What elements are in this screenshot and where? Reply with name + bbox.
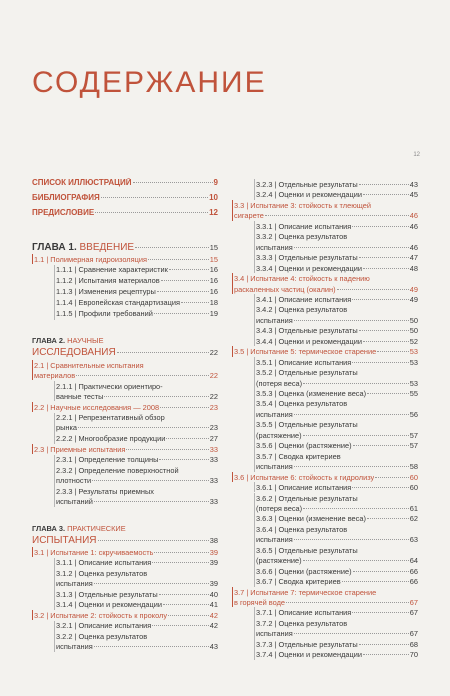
toc-entry[interactable]: 3.6.6 | Оценки (растяжение) 66 <box>256 566 418 576</box>
toc-entry[interactable]: 2.3.3 | Результаты приемных <box>56 487 154 496</box>
toc-entry[interactable]: 3.5.4 | Оценка результатов <box>256 399 348 409</box>
toc-entry[interactable]: 3.7.4 | Оценки и рекомендации 70 <box>256 650 418 660</box>
toc-entry[interactable]: 2.3 | Приемные испытания 33 <box>34 445 218 454</box>
toc-entry[interactable]: 3.6.2 | Отдельные результаты <box>256 493 358 503</box>
toc-entry-cont: испытания 43 <box>56 642 218 651</box>
toc-entry[interactable]: 3.6 | Испытание 6: стойкость к гидролизу 60 <box>234 472 418 482</box>
toc-entry-cont: материалов 22 <box>34 371 218 380</box>
toc-entry[interactable]: 3.1.1 | Описание испытания 39 <box>56 558 218 567</box>
toc-entry[interactable]: 3.7.1 | Описание испытания 67 <box>256 608 418 618</box>
chapter-heading[interactable]: ГЛАВА 1. ВВЕДЕНИЕ 15 <box>32 242 218 253</box>
toc-entry[interactable]: 1.1 | Полимерная гидроизоляция 15 <box>34 255 218 264</box>
toc-entry[interactable]: 3.3.4 | Оценки и рекомендации 48 <box>256 263 418 273</box>
toc-entry-cont: (растяжение) 64 <box>256 556 418 566</box>
toc-entry[interactable]: 3.6.3 | Оценки (изменение веса) 62 <box>256 514 418 524</box>
toc-entry[interactable]: 3.4.1 | Описание испытания 49 <box>256 294 418 304</box>
toc-entry[interactable]: 3.7.2 | Оценка результатов <box>256 618 348 628</box>
toc-entry[interactable]: 3.3.3 | Отдельные результаты 47 <box>256 253 418 263</box>
toc-entry[interactable]: 3.2.2 | Оценка результатов <box>56 632 148 641</box>
toc-entry[interactable]: 3.5.3 | Оценка (изменение веса) 55 <box>256 389 418 398</box>
toc-entry[interactable]: 1.1.2 | Испытания материалов 16 <box>56 276 218 285</box>
toc-entry[interactable]: 1.1.4 | Европейская стандартизация 18 <box>56 298 218 307</box>
toc-entry[interactable]: 3.5.5 | Отдельные результаты <box>256 420 358 430</box>
toc-entry[interactable]: 3.4 | Испытание 4: стойкость к падению <box>234 274 370 284</box>
toc-entry-cont: (потеря веса) 61 <box>256 503 418 513</box>
toc-entry[interactable]: 3.6.7 | Сводка критериев 66 <box>256 577 418 587</box>
toc-entry[interactable]: 2.2.1 | Репрезентативный обзор <box>56 413 165 422</box>
toc-entry-cont: (потеря веса) 53 <box>256 378 418 388</box>
toc-entry[interactable]: 2.1.1 | Практически ориентиро- <box>56 382 163 391</box>
chapter-heading-cont: ИССЛЕДОВАНИЯ 22 <box>32 347 218 358</box>
toc-entry[interactable]: 3.1 | Испытание 1: скручиваемость 39 <box>34 548 218 557</box>
toc-entry-cont: испытаний 33 <box>56 497 218 506</box>
chapter-heading[interactable]: ГЛАВА 2. НАУЧНЫЕ <box>32 336 104 345</box>
toc-entry-cont: (растяжение) 57 <box>256 430 418 440</box>
toc-entry-cont: в горячей воде 67 <box>234 598 418 607</box>
toc-entry[interactable]: 3.6.5 | Отдельные результаты <box>256 545 358 555</box>
toc-entry-cont: испытания 58 <box>256 462 418 472</box>
toc-entry-cont: раскаленных частиц (окалин) 49 <box>234 284 418 294</box>
toc-entry[interactable]: 3.2 | Испытание 2: стойкость к проколу 42 <box>34 611 218 620</box>
toc-entry[interactable]: 3.2.4 | Оценки и рекомендации 45 <box>256 190 418 200</box>
toc-entry[interactable]: 3.6.4 | Оценка результатов <box>256 524 348 534</box>
toc-entry[interactable]: 2.1 | Сравнительные испытания <box>34 361 144 370</box>
chapter-heading-cont: ИСПЫТАНИЯ 38 <box>32 535 218 546</box>
toc-entry-cont: рынка 23 <box>56 423 218 432</box>
toc-entry-cont: плотности 33 <box>56 476 218 485</box>
toc-entry-cont: сигарете 46 <box>234 211 418 221</box>
toc-entry[interactable]: 3.3 | Испытание 3: стойкость к тлеющей <box>234 200 371 210</box>
toc-entry-cont: испытания 46 <box>256 242 418 252</box>
toc-entry-cont: испытания 63 <box>256 535 418 545</box>
toc-entry[interactable]: БИБЛИОГРАФИЯ 10 <box>32 193 218 202</box>
toc-entry[interactable]: 2.2 | Научные исследования — 2008 23 <box>34 403 218 412</box>
toc-entry[interactable]: 3.1.2 | Оценка результатов <box>56 569 148 578</box>
toc-entry[interactable]: СПИСОК ИЛЛЮСТРАЦИЙ 9 <box>32 178 218 187</box>
toc-entry[interactable]: 3.1.4 | Оценки и рекомендации 41 <box>56 600 218 609</box>
toc-entry[interactable]: 2.2.2 | Многообразие продукции 27 <box>56 434 218 443</box>
toc-entry[interactable]: 3.1.3 | Отдельные результаты 40 <box>56 590 218 599</box>
toc-entry[interactable]: 3.7.3 | Отдельные результаты 68 <box>256 639 418 649</box>
toc-entry[interactable]: ПРЕДИСЛОВИЕ 12 <box>32 208 218 217</box>
toc-entry[interactable]: 2.3.2 | Определение поверхностной <box>56 466 179 475</box>
toc-entry-cont: испытания 39 <box>56 579 218 588</box>
toc-entry[interactable]: 3.5 | Испытание 5: термическое старение 53 <box>234 347 418 357</box>
toc-entry[interactable]: 3.4.4 | Оценки и рекомендации 52 <box>256 336 418 346</box>
toc-entry[interactable]: 2.3.1 | Определение толщины 33 <box>56 455 218 464</box>
toc-entry[interactable]: 1.1.1 | Сравнение характеристик 16 <box>56 265 218 274</box>
toc-entry[interactable]: 3.5.6 | Оценки (растяжение) 57 <box>256 441 418 451</box>
toc-entry[interactable]: 3.3.2 | Оценка результатов <box>256 232 348 242</box>
toc-entry[interactable]: 1.1.5 | Профили требований 19 <box>56 309 218 318</box>
page-title: СОДЕРЖАНИЕ <box>32 66 267 99</box>
toc-entry[interactable]: 3.5.2 | Отдельные результаты <box>256 368 358 378</box>
toc-entry[interactable]: 3.7 | Испытание 7: термическое старение <box>234 587 377 597</box>
toc-entry-cont: испытания 50 <box>256 315 418 325</box>
toc-entry-cont: испытания 56 <box>256 409 418 419</box>
toc-entry-cont: ванные тесты 22 <box>56 392 218 401</box>
toc-entry-cont: испытания 67 <box>256 629 418 639</box>
toc-entry[interactable]: 3.2.3 | Отдельные результаты 43 <box>256 180 418 189</box>
toc-entry[interactable]: 3.5.1 | Описание испытания 53 <box>256 357 418 367</box>
toc-entry[interactable]: 3.5.7 | Сводка критериев <box>256 451 341 461</box>
toc-entry[interactable]: 3.6.1 | Описание испытания 60 <box>256 483 418 493</box>
toc-entry[interactable]: 3.2.1 | Описание испытания 42 <box>56 621 218 630</box>
toc-entry[interactable]: 3.3.1 | Описание испытания 46 <box>256 221 418 231</box>
toc-entry[interactable]: 3.4.2 | Оценка результатов <box>256 305 348 315</box>
toc-entry[interactable]: 3.4.3 | Отдельные результаты 50 <box>256 326 418 336</box>
page-number: 12 <box>413 152 420 158</box>
chapter-heading[interactable]: ГЛАВА 3. ПРАКТИЧЕСКИЕ <box>32 524 126 533</box>
toc-entry[interactable]: 1.1.3 | Изменения рецептуры 16 <box>56 287 218 296</box>
